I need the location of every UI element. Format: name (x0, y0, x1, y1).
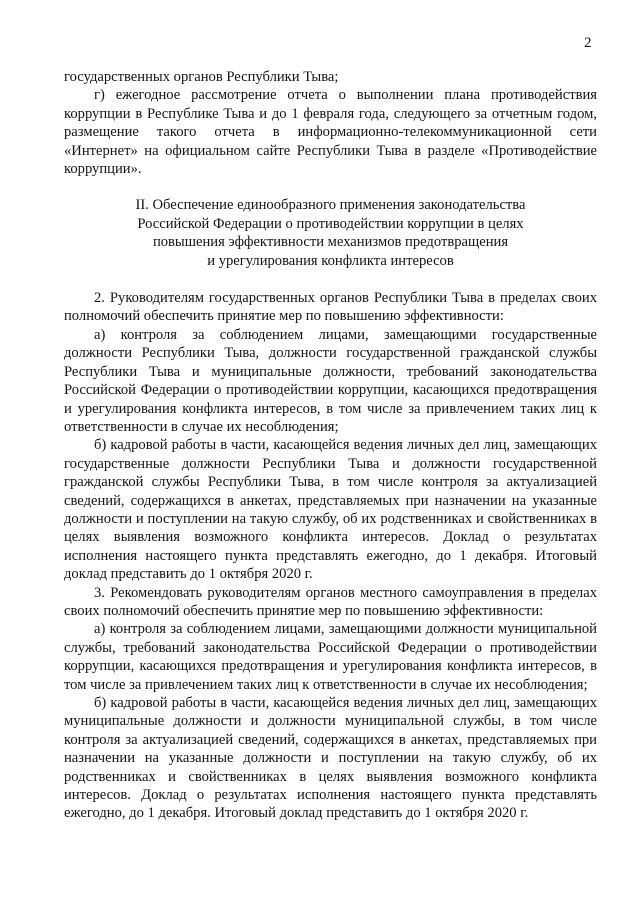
section-title-line: и урегулирования конфликта интересов (207, 252, 454, 269)
paragraph-point-2: 2. Руководителям государственных органов Республики Тыва в пределах своих полномочий обеспечить принятие мер по повышению эффективности: (64, 290, 597, 325)
section-title (64, 196, 597, 270)
paragraph-continuation: государственных органов Республики Тыва; (64, 69, 339, 85)
paragraph-point-3: 3. Рекомендовать руководителям органов местного самоуправления в пределах своих полномочий обеспечить принятие мер по повышению эффективности: (64, 584, 597, 619)
paragraph-point-2b: б) кадровой работы в части, касающейся ведения личных дел лиц, замещающих государственные должности Республики Тыва и должности государственной гражданской службы Республики Тыва, в том числе контроля за актуализацией сведений, содержащихся в анкетах, представляемых при назначении на указанные должности и поступлении на такую службу, об их родственниках и свойственниках в целях выявления возможного конфликта интересов. Доклад о результатах исполнения настоящего пункта представлять ежегодно, до 1 декабря. Итоговый доклад представить до 1 октября 2020 г. (64, 437, 597, 583)
section-title-line: Российской Федерации о противодействии коррупции в целях (137, 215, 524, 232)
paragraph-point-2a: а) контроля за соблюдением лицами, замещающими государственные должности Республики Тыва, должности государственной гражданской службы Республики Тыва и муниципальные должности, требований законодательства Российской Федерации о противодействии коррупции, касающихся предотвращения и урегулирования конфликта интересов, в том числе за привлечением таких лиц к ответственности в случае их несоблюдения; (64, 326, 597, 435)
document-body (64, 68, 597, 823)
section-title-line: II. Обеспечение единообразного применения законодательства (135, 197, 526, 214)
paragraph-point-3b: б) кадровой работы в части, касающейся ведения личных дел лиц, замещающих муниципальные должности и должности муниципальной службы, в том числе контроля за актуализацией сведений, содержащихся в анкетах, представляемых при назначении на указанные должности и поступлении на такую службу, об их родственниках и свойственниках в целях выявления возможного конфликта интересов. Доклад о результатах исполнения настоящего пункта представлять ежегодно, до 1 декабря. Итоговый доклад представить до 1 октября 2020 г. (64, 695, 597, 822)
paragraph-item-g: г) ежегодное рассмотрение отчета о выполнении плана противодействия коррупции в Республике Тыва и до 1 февраля года, следующего за отчетным годом, размещение такого отчета в информационно-телекоммуникационной сети «Интернет» на официальном сайте Республики Тыва в разделе «Противодействие коррупции». (64, 87, 597, 178)
paragraph-point-3a: а) контроля за соблюдением лицами, замещающими должности муниципальной службы, требований законодательства Российской Федерации о противодействии коррупции, касающихся предотвращения и урегулирования конфликта интересов, в том числе за привлечением таких лиц к ответственности в случае их несоблюдения; (64, 621, 597, 693)
page-number: 2 (584, 35, 592, 51)
section-title-line: повышения эффективности механизмов предотвращения (152, 234, 509, 251)
